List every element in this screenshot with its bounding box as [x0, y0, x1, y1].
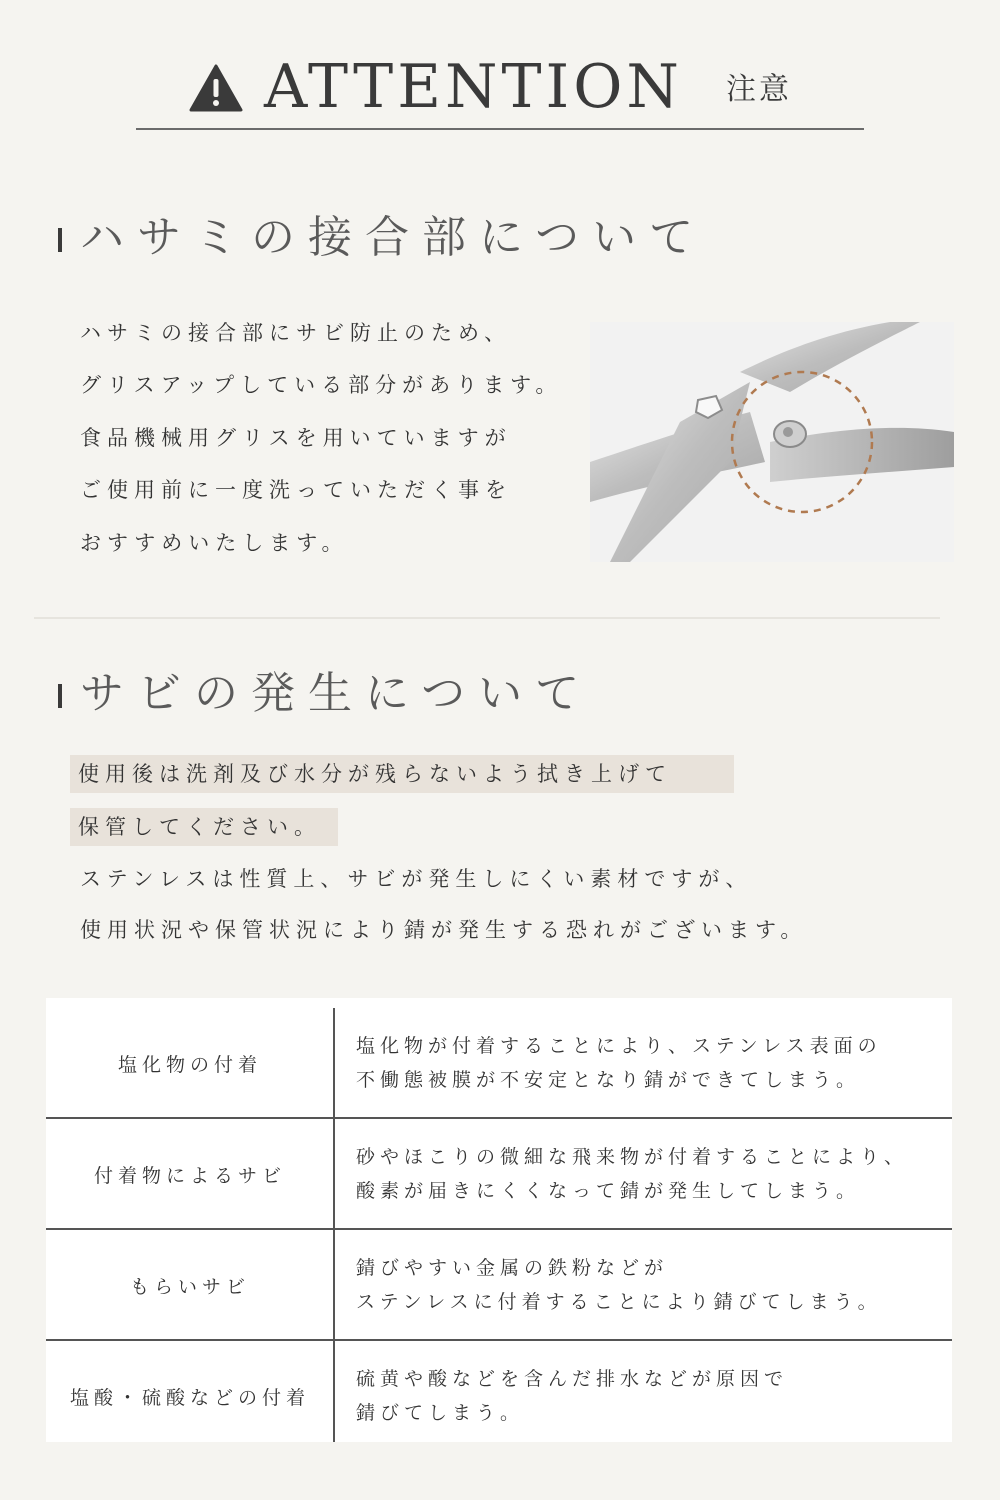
section-heading-joint: ハサミの接合部について [80, 212, 707, 263]
section-marker [58, 228, 62, 252]
body-line: ハサミの接合部にサビ防止のため、 [80, 321, 512, 345]
cause-label: 塩化物の付着 [117, 1053, 262, 1076]
description-line: 錆びてしまう。 [356, 1402, 525, 1424]
cause-label: 塩酸・硫酸などの付着 [69, 1386, 310, 1409]
highlight-line: 使用後は洗剤及び水分が残らないよう拭き上げて [70, 755, 734, 793]
description-line: 酸素が届きにくくなって錆が発生してしまう。 [356, 1180, 861, 1202]
description-line: 硫黄や酸などを含んだ排水などが原因で [356, 1368, 789, 1390]
table-row [46, 1341, 952, 1451]
cause-description [356, 1008, 946, 1118]
cause-label: もらいサビ [129, 1275, 250, 1298]
section-marker [58, 684, 62, 708]
highlight-line: 保管してください。 [70, 808, 338, 846]
table-row [46, 1230, 952, 1340]
description-line: 砂やほこりの微細な飛来物が付着することにより、 [356, 1146, 909, 1168]
description-line: 塩化物が付着することにより、ステンレス表面の [356, 1035, 882, 1057]
section-heading-rust: サビの発生について [80, 668, 593, 719]
description-line: ステンレスに付着することにより錆びてしまう。 [356, 1291, 882, 1313]
cause-description [356, 1341, 946, 1451]
body-line: ステンレスは性質上、サビが発生しにくい素材ですが、 [80, 867, 753, 891]
body-line: おすすめいたします。 [80, 531, 349, 555]
body-line: グリスアップしている部分があります。 [80, 373, 563, 397]
table-row [46, 1008, 952, 1118]
body-line: ご使用前に一度洗っていただく事を [80, 478, 512, 502]
scissors-joint-photo [590, 322, 954, 562]
scissors-illustration [590, 322, 954, 562]
cause-description [356, 1119, 946, 1229]
cause-label: 付着物によるサビ [93, 1164, 286, 1187]
attention-title: ATTENTION [264, 52, 683, 122]
rust-causes-table [46, 998, 952, 1442]
body-line: 食品機械用グリスを用いていますが [80, 426, 512, 450]
attention-header [136, 48, 864, 130]
description-line: 錆びやすい金属の鉄粉などが [356, 1257, 669, 1279]
warning-triangle-icon [189, 64, 243, 112]
table-row [46, 1119, 952, 1229]
description-line: 不働態被膜が不安定となり錆ができてしまう。 [356, 1069, 861, 1091]
attention-subtitle: 注意 [726, 72, 792, 107]
section-divider [34, 617, 940, 619]
cause-description [356, 1230, 946, 1340]
body-line: 使用状況や保管状況により錆が発生する恐れがございます。 [80, 918, 808, 942]
